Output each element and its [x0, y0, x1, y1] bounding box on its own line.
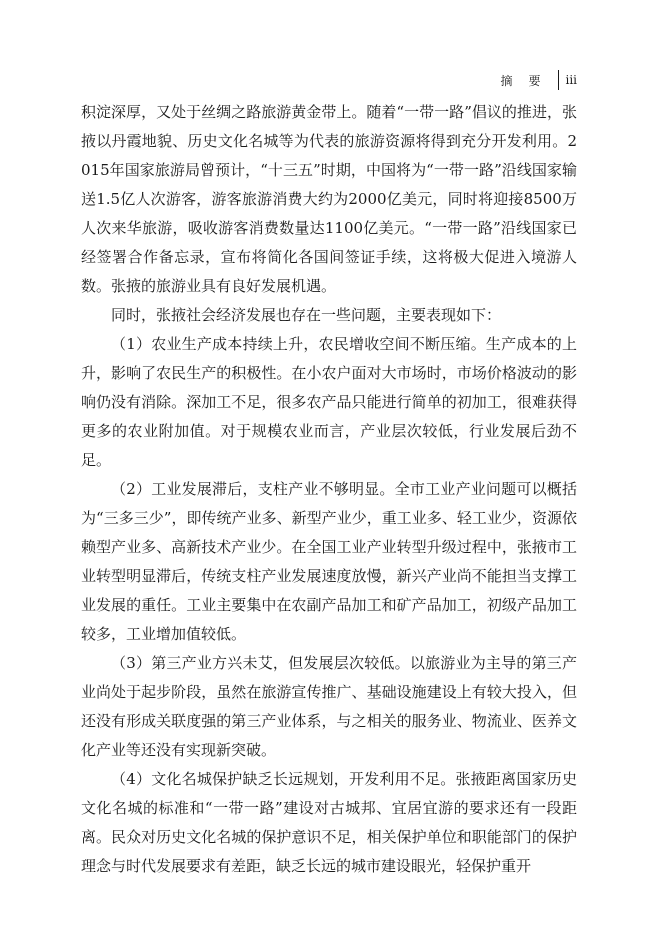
- header-divider: [558, 70, 559, 90]
- running-header: [500, 70, 577, 90]
- paragraph-intro-problems: 同时，张掖社会经济发展也存在一些问题，主要表现如下：: [111, 306, 502, 324]
- paragraph-tertiary: （3）第三产业方兴未艾，但发展层次较低。以旅游业为主导的第三产业尚处于起步阶段，虽然在旅游宣传推广、基础设施建设上有较大投入，但还没有形成关联度强的第三产业体系，与之相关的服务业、物流业、医养文化产业等还没有实现新突破。: [81, 654, 577, 759]
- paragraph-heritage: （4）文化名城保护缺乏长远规划，开发利用不足。张掖距离国家历史文化名城的标准和“一带一路”建设对古城邦、宜居宜游的要求还有一段距离。民众对历史文化名城的保护意识不足，相关保护单位和职能部门的保护理念与时代发展要求有差距，缺乏长远的城市建设眼光，轻保护重开: [81, 770, 577, 875]
- body-text: [81, 98, 577, 881]
- paragraph-continued: 积淀深厚，又处于丝绸之路旅游黄金带上。随着“一带一路”倡议的推进，张掖以丹霞地貌、历史文化名城等为代表的旅游资源将得到充分开发利用。2015年国家旅游局曾预计，“十三五”时期，中国将为“一带一路”沿线国家输送1.5亿人次游客，游客旅游消费大约为2000亿美元，同时将迎接8500万人次来华旅游，吸收游客消费数量达1100亿美元。“一带一路”沿线国家已经签署合作备忘录，宣布将简化各国间签证手续，这将极大促进入境游人数。张掖的旅游业具有良好发展机遇。: [81, 103, 577, 295]
- header-title: 摘要: [500, 73, 557, 88]
- paragraph-industry: （2）工业发展滞后，支柱产业不够明显。全市工业产业问题可以概括为“三多三少”，即传统产业多、新型产业少，重工业多、轻工业少，资源依赖型产业多、高新技术产业少。在全国工业产业转型升级过程中，张掖市工业转型明显滞后，传统支柱产业发展速度放慢，新兴产业尚不能担当支撑工业发展的重任。工业主要集中在农副产品加工和矿产品加工，初级产品加工较多，工业增加值较低。: [81, 480, 577, 643]
- page-number: iii: [565, 73, 577, 87]
- paragraph-agriculture: （1）农业生产成本持续上升，农民增收空间不断压缩。生产成本的上升，影响了农民生产的积极性。在小农户面对大市场时，市场价格波动的影响仍没有消除。深加工不足，很多农产品只能进行简单的初加工，很难获得更多的农业附加值。对于规模农业而言，产业层次较低，行业发展后劲不足。: [81, 335, 577, 469]
